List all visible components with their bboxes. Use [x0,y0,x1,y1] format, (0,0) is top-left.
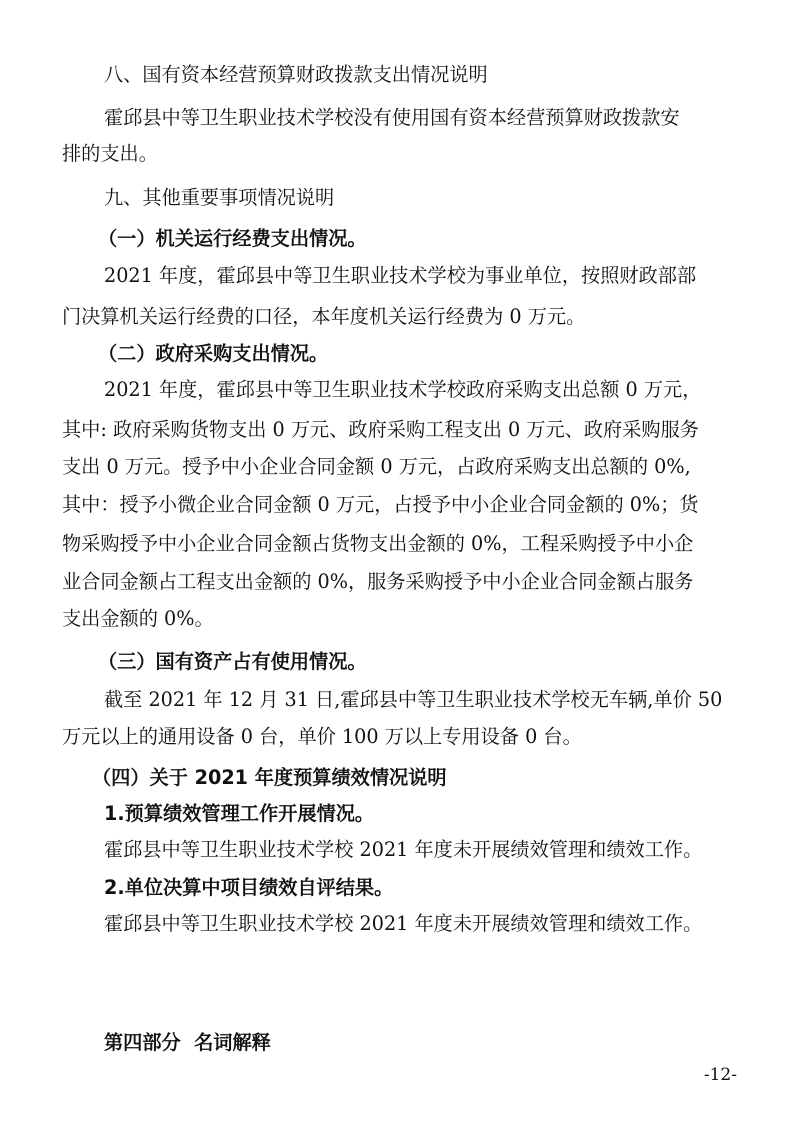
sec9-sub2-line-6: 业合同金额占工程支出金额的 0%，服务采购授予中小企业合同金额占服务 [62,570,694,593]
sec9-sub1-line-1: 2021 年度，霍邱县中等卫生职业技术学校为事业单位，按照财政部部 [104,264,697,287]
sec9-sub2-line-3: 支出 0 万元。授予中小企业合同金额 0 万元，占政府采购支出总额的 0%, [62,455,691,478]
sec9-sub3-heading: （三）国有资产占有使用情况。 [98,650,367,673]
sec9-sub2-line-2: 其中: 政府采购货物支出 0 万元、政府采购工程支出 0 万元、政府采购服务 [62,418,699,441]
sec9-sub4-item2-heading: 2.单位决算中项目绩效自评结果。 [104,876,394,899]
page-number: -12- [703,1065,737,1085]
sec9-sub1-line-2: 门决算机关运行经费的口径，本年度机关运行经费为 0 万元。 [62,305,586,328]
sec9-sub2-line-5: 物采购授予中小企业合同金额占货物支出金额的 0%，工程采购授予中小企 [62,532,694,555]
sec9-sub2-line-1: 2021 年度，霍邱县中等卫生职业技术学校政府采购支出总额 0 万元， [104,378,702,401]
sec9-heading: 九、其他重要事项情况说明 [104,186,335,209]
part4-heading: 第四部分 名词解释 [104,1031,271,1054]
sec8-text-line-1: 霍邱县中等卫生职业技术学校没有使用国有资本经营预算财政拨款安 [104,106,680,129]
sec9-sub3-line-1: 截至 2021 年 12 月 31 日,霍邱县中等卫生职业技术学校无车辆,单价 50 [104,688,723,711]
sec9-sub2-line-4: 其中：授予小微企业合同金额 0 万元，占授予中小企业合同金额的 0%；货 [62,493,699,516]
sec9-sub4-item1-text: 霍邱县中等卫生职业技术学校 2021 年度未开展绩效管理和绩效工作。 [104,838,703,861]
sec9-sub2-line-7: 支出金额的 0%。 [62,607,214,630]
sec9-sub1-heading: （一）机关运行经费支出情况。 [98,227,367,250]
sec8-heading: 八、国有资本经营预算财政拨款支出情况说明 [104,63,488,86]
sec9-sub4-item2-text: 霍邱县中等卫生职业技术学校 2021 年度未开展绩效管理和绩效工作。 [104,912,703,935]
sec9-sub4-item1-heading: 1.预算绩效管理工作开展情况。 [104,802,375,825]
sec8-text-line-2: 排的支出。 [62,142,158,165]
sec9-sub4-heading: （四）关于 2021 年度预算绩效情况说明 [92,766,447,789]
sec9-sub3-line-2: 万元以上的通用设备 0 台，单价 100 万以上专用设备 0 台。 [62,725,582,748]
sec9-sub2-heading: （二）政府采购支出情况。 [98,342,329,365]
